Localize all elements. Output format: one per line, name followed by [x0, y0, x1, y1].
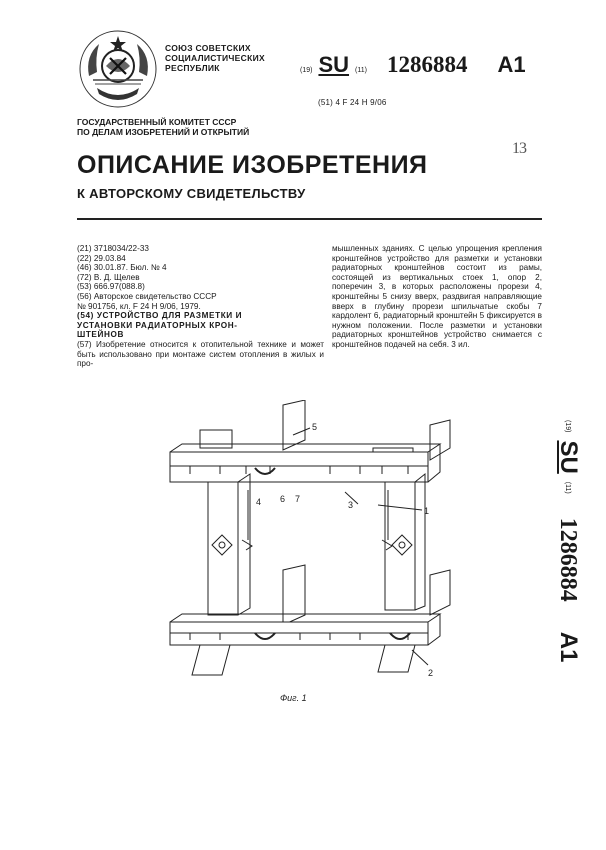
- left-column: [77, 244, 324, 369]
- country-code-tag: (19): [300, 67, 313, 74]
- document-title: ОПИСАНИЕ ИЗОБРЕТЕНИЯ: [77, 151, 428, 179]
- label-4: 4: [256, 497, 262, 507]
- country-code: SU: [318, 52, 350, 77]
- figure-1-drawing: [160, 400, 460, 690]
- header-divider: [77, 218, 542, 220]
- label-5: 5: [312, 422, 318, 432]
- label-6: 6: [280, 494, 286, 504]
- handwritten-stamp: 13: [512, 140, 526, 157]
- label-2: 2: [428, 668, 434, 678]
- side-patent-number: (19) SU (11) 1286884 A1: [555, 420, 582, 663]
- document-kind: A1: [497, 52, 526, 77]
- issuing-state: СОЮЗ СОВЕТСКИХ СОЦИАЛИСТИЧЕСКИХ РЕСПУБЛИК: [165, 43, 265, 73]
- figure-caption: Фиг. 1: [280, 693, 307, 703]
- document-subtitle: К АВТОРСКОМУ СВИДЕТЕЛЬСТВУ: [77, 186, 306, 201]
- abstract-start: (57) Изобретение относится к отопительной технике и может быть использовано при монтаже систем отопления в жилых и про-: [77, 339, 324, 369]
- abstract-continuation: мышленных зданиях. С целью упрощения крепления кронштейнов устройство для разметки и установки радиаторных кронштейнов состоит из рамы, состоящей из вертикальных стоек 1, опор 2, поперечин 3, в которых расположены прорези 4, кронштейны 5 снизу вверх, раздвигая направляющие вверх в глубину прорези шпильчатые скобы 7 кардолент 6, радиаторный кронштейн 5 фиксируется в нужном положении. После разметки и установки радиаторных кронштейнов устройство снимается с кронштейнов подачей на себя. 3 ил.: [332, 244, 542, 349]
- ussr-emblem-icon: [77, 28, 159, 110]
- invention-title: (54) УСТРОЙСТВО ДЛЯ РАЗМЕТКИ И УСТАНОВКИ РАДИАТОРНЫХ КРОН- ШТЕЙНОВ: [77, 311, 243, 340]
- committee-name: ГОСУДАРСТВЕННЫЙ КОМИТЕТ СССР ПО ДЕЛАМ ИЗОБРЕТЕНИЙ И ОТКРЫТИЙ: [77, 117, 250, 137]
- label-3: 3: [348, 500, 354, 510]
- bibliographic-data: (21) 3718034/22-33 (22) 29.03.84 (46) 30.01.87. Бюл. № 4 (72) В. Д. Щелев (53) 666.97(088.8) (56) Авторское свидетельство СССР № 901756, кл. F 24 H 9/06, 1979.: [77, 244, 217, 311]
- patent-number-row: [300, 52, 526, 82]
- label-7: 7: [295, 494, 301, 504]
- number-code-tag: (11): [355, 67, 367, 74]
- label-1: 1: [424, 506, 430, 516]
- ipc-classification: (51) 4 F 24 H 9/06: [318, 98, 387, 107]
- patent-number: 1286884: [386, 52, 468, 77]
